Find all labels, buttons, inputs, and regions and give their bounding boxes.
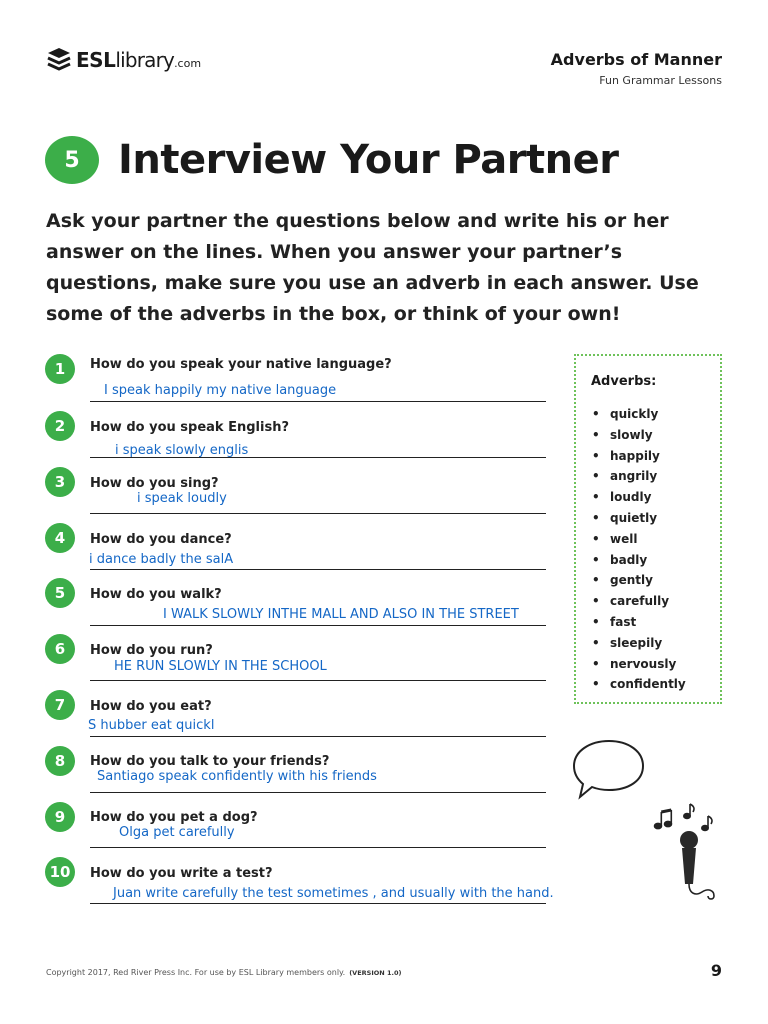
answer-line — [90, 903, 546, 904]
question-text: How do you speak your native language? — [90, 357, 392, 372]
logo-domain: .com — [174, 56, 202, 70]
logo-brand-sub: library — [115, 48, 175, 72]
question-number: 7 — [45, 690, 75, 720]
question-text: How do you eat? — [90, 699, 212, 714]
answer-text[interactable]: i dance badly the salA — [89, 552, 234, 567]
question-number: 10 — [45, 857, 75, 887]
answer-text[interactable]: S hubber eat quickl — [88, 718, 215, 733]
answer-text[interactable]: Olga pet carefully — [119, 825, 235, 840]
adverb-item: • badly — [592, 550, 686, 571]
adverb-item: • happily — [592, 446, 686, 467]
question-text: How do you sing? — [90, 476, 219, 491]
question-number: 6 — [45, 634, 75, 664]
copyright-text: Copyright 2017, Red River Press Inc. For use by ESL Library members only. — [46, 968, 346, 977]
question-number: 2 — [45, 411, 75, 441]
answer-text[interactable]: I speak happily my native language — [104, 383, 337, 398]
adverb-item: • quietly — [592, 508, 686, 529]
answer-text[interactable]: HE RUN SLOWLY IN THE SCHOOL — [114, 659, 327, 674]
answer-text[interactable]: I WALK SLOWLY INTHE MALL AND ALSO IN THE STREET — [163, 607, 519, 622]
question-text: How do you pet a dog? — [90, 810, 258, 825]
logo-mark-icon — [46, 45, 72, 75]
answer-line — [90, 569, 546, 570]
question-number: 1 — [45, 354, 75, 384]
answer-text[interactable]: Juan write carefully the test sometimes , and usually with the hand. — [113, 886, 554, 901]
adverb-item: • loudly — [592, 487, 686, 508]
adverb-item: • quickly — [592, 404, 686, 425]
footer-copyright — [46, 968, 401, 977]
adverb-item: • angrily — [592, 466, 686, 487]
answer-line — [90, 680, 546, 681]
answer-text[interactable]: i speak slowly englis — [115, 443, 249, 458]
page-number: 9 — [710, 961, 722, 980]
microphone-icon — [668, 830, 720, 910]
answer-line — [90, 401, 546, 402]
question-text: How do you dance? — [90, 532, 232, 547]
answer-line — [90, 792, 546, 793]
instructions-text: Ask your partner the questions below and write his or her answer on the lines. When you answer your partner’s questions, make sure you use an adverb in each answer. Use some of the adverbs in the box, or think of your own! — [46, 210, 699, 325]
question-text: How do you speak English? — [90, 420, 289, 435]
answer-line — [90, 457, 546, 458]
answer-text[interactable]: Santiago speak confidently with his friends — [97, 769, 377, 784]
adverb-item: • well — [592, 529, 686, 550]
answer-line — [90, 736, 546, 737]
question-text: How do you talk to your friends? — [90, 754, 330, 769]
question-text: How do you run? — [90, 643, 213, 658]
question-number: 4 — [45, 523, 75, 553]
adverb-item: • fast — [592, 612, 686, 633]
adverb-item: • carefully — [592, 591, 686, 612]
question-number: 9 — [45, 802, 75, 832]
answer-line — [90, 513, 546, 514]
section-number-badge: 5 — [45, 136, 99, 184]
question-number: 3 — [45, 467, 75, 497]
adverb-item: • confidently — [592, 674, 686, 695]
adverbs-title: Adverbs: — [591, 374, 657, 389]
logo-brand: ESL — [76, 48, 116, 72]
question-number: 8 — [45, 746, 75, 776]
answer-line — [90, 625, 546, 626]
adverb-item: • nervously — [592, 654, 686, 675]
adverb-item: • sleepily — [592, 633, 686, 654]
version-label: (VERSION 1.0) — [349, 969, 402, 977]
adverb-item: • gently — [592, 570, 686, 591]
speech-bubble-icon — [570, 738, 648, 802]
lesson-subtitle: Fun Grammar Lessons — [599, 74, 722, 87]
adverbs-list — [592, 404, 686, 695]
answer-line — [90, 847, 546, 848]
section-title: Interview Your Partner — [118, 137, 619, 183]
esl-library-logo — [46, 44, 201, 76]
answer-text[interactable]: i speak loudly — [137, 491, 227, 506]
adverb-item: • slowly — [592, 425, 686, 446]
question-text: How do you walk? — [90, 587, 222, 602]
question-number: 5 — [45, 578, 75, 608]
lesson-title: Adverbs of Manner — [550, 50, 722, 69]
question-text: How do you write a test? — [90, 866, 273, 881]
